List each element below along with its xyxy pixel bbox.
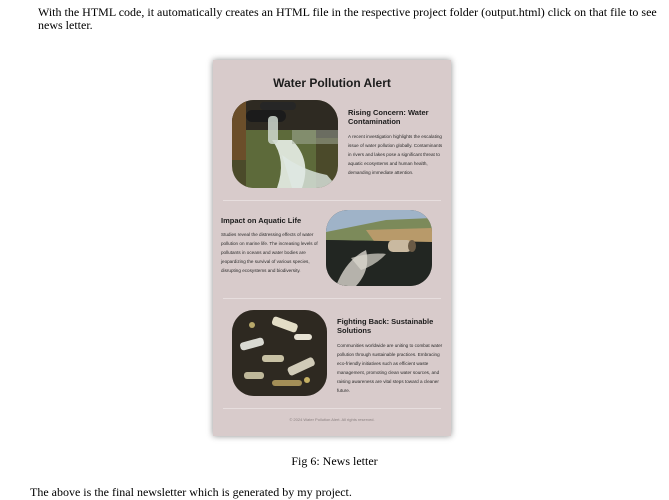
figure-caption: Fig 6: News letter bbox=[291, 454, 378, 468]
section-divider bbox=[223, 298, 441, 299]
section-heading: Rising Concern: Water Contamination bbox=[348, 108, 429, 126]
newsletter-title: Water Pollution Alert bbox=[273, 76, 391, 90]
polluted-shore-image bbox=[326, 210, 432, 286]
newsletter-preview bbox=[213, 60, 451, 436]
closing-paragraph: The above is the final newsletter which is generated by my project. bbox=[30, 485, 352, 499]
footer-divider bbox=[223, 408, 441, 409]
intro-paragraph: With the HTML code, it automatically creates an HTML file in the respective project folder (output.html) click on that file to see news letter. bbox=[38, 5, 657, 32]
section-divider bbox=[223, 200, 441, 201]
section-body: Studies reveal the distressing effects of water pollution on marine life. The increasing levels of pollutants in oceans and water bodies are jeopardizing the survival of various species, disrupting ecosystems and biodiversity. bbox=[221, 232, 318, 273]
section-body: A recent investigation highlights the escalating issue of water pollution globally. Contaminants in rivers and lakes pose a significant threat to aquatic ecosystems and human health, demanding immediate attention. bbox=[348, 134, 443, 175]
section-heading: Impact on Aquatic Life bbox=[221, 216, 302, 225]
newsletter-footer: © 2024 Water Pollution Alert. All rights reserved. bbox=[289, 417, 375, 422]
section-heading: Fighting Back: Sustainable Solutions bbox=[337, 317, 434, 335]
section-body: Communities worldwide are uniting to combat water pollution through sustainable practices. Embracing eco-friendly initiatives such as efficient waste management, promoting clean water sources, and raising awareness are vital steps toward a cleaner future. bbox=[337, 343, 443, 393]
plastic-waste-image bbox=[232, 310, 327, 396]
pipe-discharge-image bbox=[232, 100, 338, 188]
